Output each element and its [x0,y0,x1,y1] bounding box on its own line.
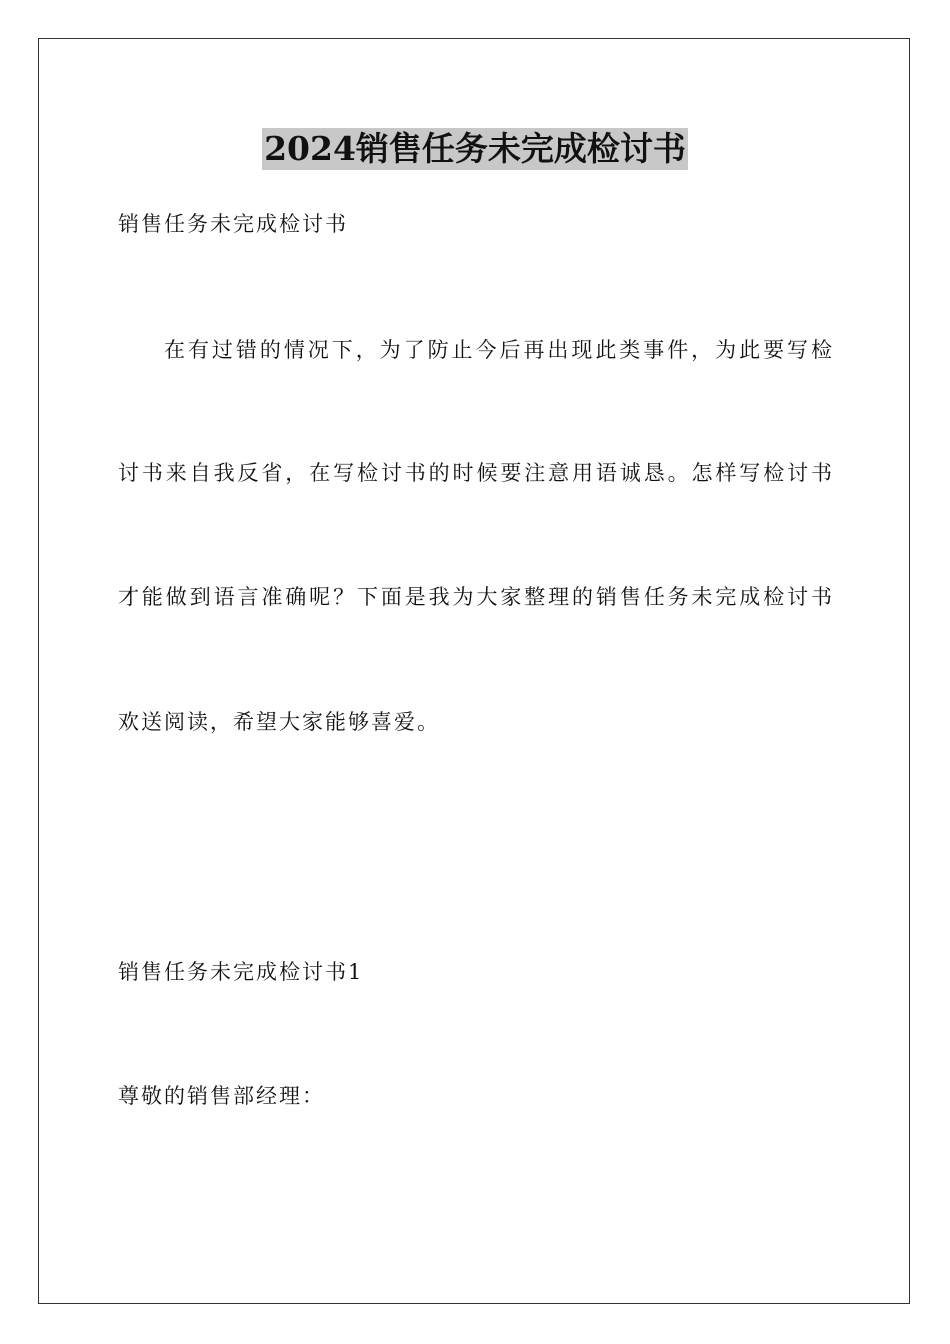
section-heading: 销售任务未完成检讨书1 [118,960,364,984]
paragraph-line-1: 在有过错的情况下，为了防止今后再出现此类事件，为此要写检 [164,338,832,362]
title-container [0,128,950,170]
paragraph-line-4: 欢送阅读，希望大家能够喜爱。 [118,710,440,734]
document-subtitle: 销售任务未完成检讨书 [118,212,348,236]
document-title: 2024销售任务未完成检讨书 [264,129,686,168]
paragraph-line-2: 讨书来自我反省，在写检讨书的时候要注意用语诚恳。怎样写检讨书 [118,461,832,485]
salutation: 尊敬的销售部经理： [118,1084,325,1108]
paragraph-line-3: 才能做到语言准确呢？下面是我为大家整理的销售任务未完成检讨书 [118,585,832,609]
